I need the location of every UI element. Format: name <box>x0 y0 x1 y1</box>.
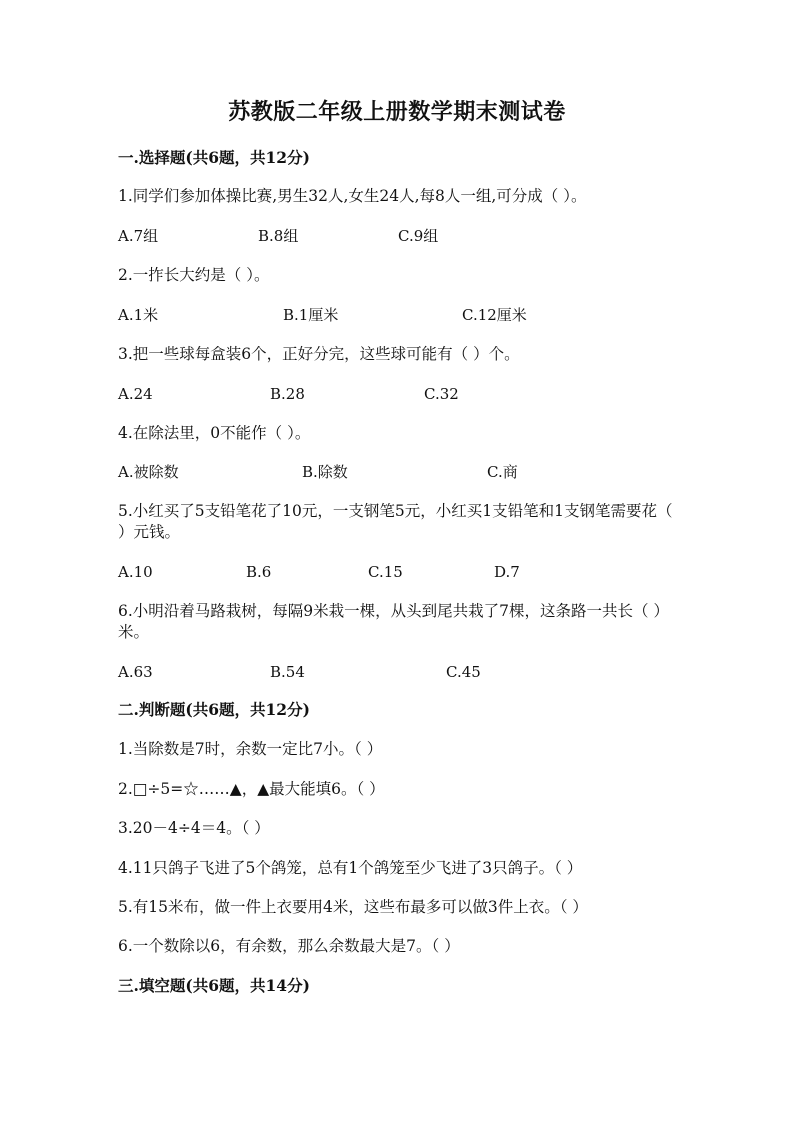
option-c: C.45 <box>446 663 481 681</box>
question-text: 2.一拃长大约是（ ）。 <box>118 266 270 284</box>
question-text: 5.有15米布，做一件上衣要用4米，这些布最多可以做3件上衣。（ ） <box>118 898 588 916</box>
option-b: B.6 <box>246 563 272 581</box>
option-c: C.商 <box>487 463 518 481</box>
question-text: 1.同学们参加体操比赛,男生32人,女生24人,每8人一组,可分成（ ）。 <box>118 187 587 205</box>
option-a: A.63 <box>118 663 153 681</box>
option-b: B.54 <box>270 663 305 681</box>
section-heading-judgment: 二.判断题(共6题，共12分) <box>118 700 310 719</box>
question-text: 4.11只鸽子飞进了5个鸽笼，总有1个鸽笼至少飞进了3只鸽子。（ ） <box>118 859 583 877</box>
section-heading-choice: 一.选择题(共6题，共12分) <box>118 148 310 167</box>
option-c: C.32 <box>424 385 459 403</box>
section-heading-fill: 三.填空题(共6题，共14分) <box>118 976 310 995</box>
page-title: 苏教版二年级上册数学期末测试卷 <box>228 99 566 125</box>
option-d: D.7 <box>494 563 520 581</box>
question-text: 4.在除法里，0不能作（ ）。 <box>118 424 311 442</box>
option-b: B.28 <box>270 385 305 403</box>
question-text: 3.把一些球每盒装6个，正好分完，这些球可能有（ ）个。 <box>118 345 520 363</box>
option-b: B.除数 <box>302 463 348 481</box>
option-a: A.7组 <box>118 227 159 245</box>
option-a: A.被除数 <box>118 463 179 481</box>
question-text: 2.□÷5=☆……▲，▲最大能填6。（ ） <box>118 780 385 798</box>
option-a: A.24 <box>118 385 153 403</box>
question-text: 3.20－4÷4＝4。（ ） <box>118 819 270 837</box>
option-a: A.10 <box>118 563 153 581</box>
question-text: 1.当除数是7时，余数一定比7小。（ ） <box>118 740 383 758</box>
option-a: A.1米 <box>118 306 159 324</box>
question-text: 6.一个数除以6，有余数，那么余数最大是7。（ ） <box>118 937 460 955</box>
option-c: C.9组 <box>398 227 439 245</box>
option-c: C.15 <box>368 563 403 581</box>
option-b: B.1厘米 <box>283 306 339 324</box>
option-c: C.12厘米 <box>462 306 527 324</box>
question-text: 6.小明沿着马路栽树，每隔9米栽一棵，从头到尾共栽了7棵，这条路一共长（ ）米。 <box>118 602 669 641</box>
question-text: 5.小红买了5支铅笔花了10元，一支钢笔5元，小红买1支铅笔和1支钢笔需要花（ ）元钱。 <box>118 502 673 541</box>
option-b: B.8组 <box>258 227 299 245</box>
